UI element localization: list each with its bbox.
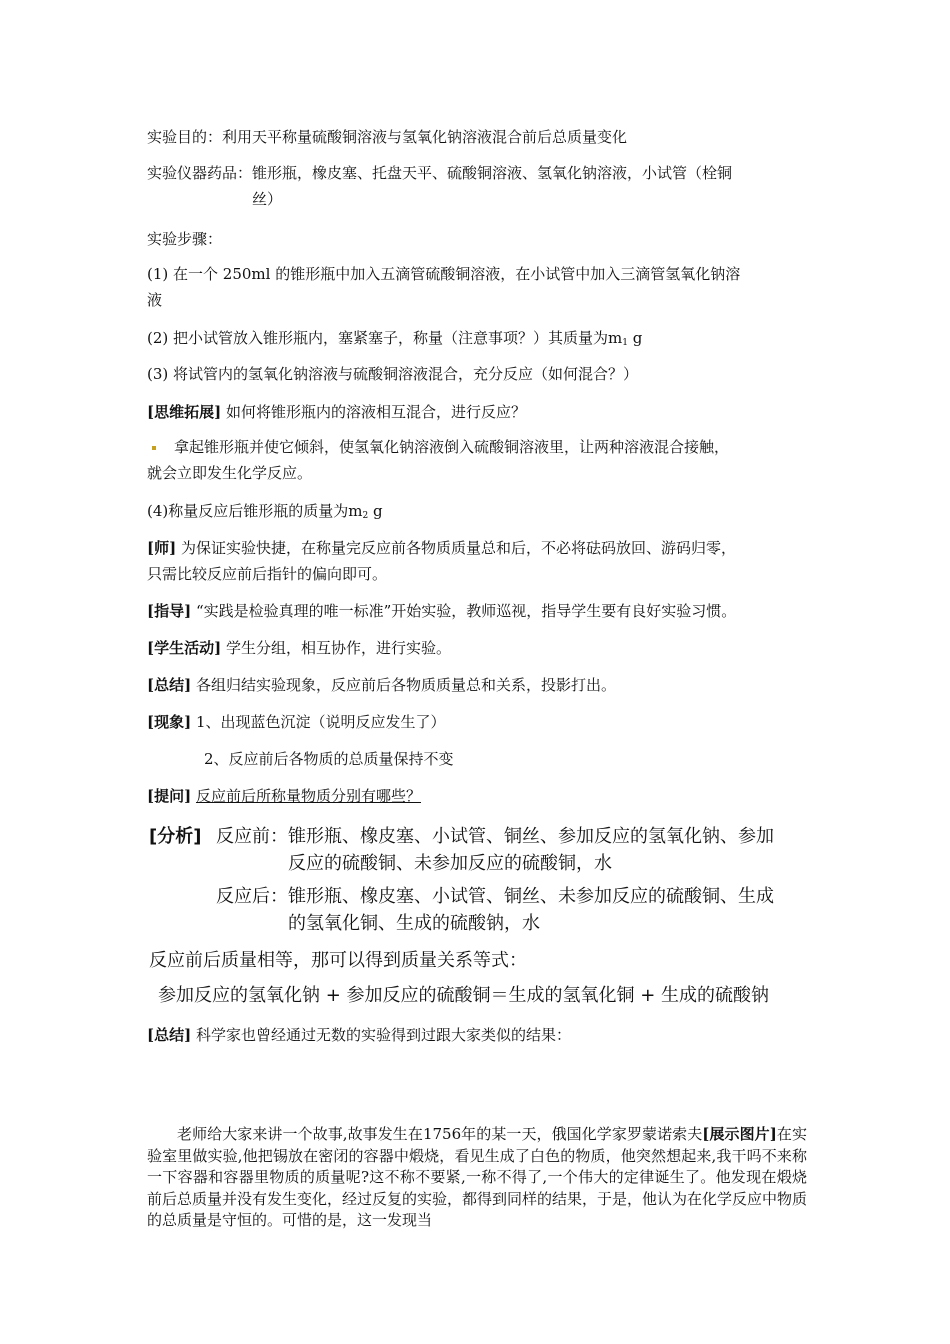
phenomenon-line-2: 2、反应前后各物质的总质量保持不变 bbox=[204, 750, 454, 768]
story-part-2: 在实验室里做实验,他把锡放在密闭的容器中煅烧，看见生成了白色的物质，他突然想起来,我干吗不来称一下容器和容器里物质的质量呢?这不称不要紧,一称不得了,一个伟大的定律诞生了。他发现在煅烧前后总质量并没有发生变化，经过反复的实验，都得到同样的结果，于是，他认为在化学反应中物质的总质量是守恒的。可惜的是，这一发现当 bbox=[147, 1125, 808, 1229]
equipment-line-2: 丝） bbox=[252, 190, 283, 208]
analysis-before-line-2: 反应的硫酸铜、未参加反应的硫酸铜，水 bbox=[288, 853, 612, 874]
steps-title: 实验步骤： bbox=[147, 230, 223, 248]
step-1-line-2: 液 bbox=[147, 291, 163, 309]
analysis-after-label: 反应后： bbox=[216, 886, 288, 907]
phenomenon-tag: [现象] bbox=[147, 713, 192, 731]
conclusion-text: 科学家也曾经通过无数的实验得到过跟大家类似的结果： bbox=[191, 1026, 571, 1044]
story-paragraph bbox=[147, 1124, 807, 1232]
teacher-line-2: 只需比较反应前后指针的偏向即可。 bbox=[147, 565, 388, 583]
activity-line bbox=[147, 638, 451, 658]
analysis-before-label: 反应前： bbox=[216, 826, 288, 847]
question-tag: [提问] bbox=[147, 787, 192, 805]
mass-equal-statement: 反应前后质量相等，那可以得到质量关系等式： bbox=[149, 950, 527, 971]
analysis-tag: [分析] bbox=[149, 826, 202, 847]
teacher-line-1 bbox=[147, 538, 736, 558]
summary-text: 各组归结实验现象，反应前后各物质质量总和关系，投影打出。 bbox=[191, 676, 616, 694]
summary-tag: [总结] bbox=[147, 676, 192, 694]
conclusion-tag: [总结] bbox=[147, 1026, 192, 1044]
activity-tag: [学生活动] bbox=[147, 639, 222, 657]
think-line bbox=[147, 402, 526, 422]
equipment-label: 实验仪器药品： bbox=[147, 164, 253, 182]
conclusion-line bbox=[147, 1025, 571, 1045]
step-4-text: (4)称量反应后锥形瓶的质量为m bbox=[147, 502, 363, 520]
activity-text: 学生分组，相互协作，进行实验。 bbox=[221, 639, 451, 657]
guide-text: “实践是检验真理的唯一标准”开始实验，教师巡视，指导学生要有良好实验习惯。 bbox=[191, 602, 737, 620]
analysis-after-line-1: 锥形瓶、橡皮塞、小试管、铜丝、未参加反应的硫酸铜、生成 bbox=[288, 886, 774, 907]
step-2 bbox=[147, 328, 642, 353]
summary-line bbox=[147, 675, 616, 695]
story-part-1: 老师给大家来讲一个故事,故事发生在1756年的某一天，俄国化学家罗蒙诺索夫 bbox=[177, 1125, 703, 1143]
analysis-after-line-2: 的氢氧化铜、生成的硫酸钠，水 bbox=[288, 913, 540, 934]
question-line bbox=[147, 786, 421, 806]
step-4-subscript: 2 bbox=[362, 511, 369, 521]
step-3: (3) 将试管内的氢氧化钠溶液与硫酸铜溶液混合，充分反应（如何混合？） bbox=[147, 365, 639, 383]
step-1-line-1: (1) 在一个 250ml 的锥形瓶中加入五滴管硫酸铜溶液，在小试管中加入三滴管氢氧化钠溶 bbox=[147, 265, 741, 283]
answer-line-1: 拿起锥形瓶并使它倾斜，使氢氧化钠溶液倒入硫酸铜溶液里，让两种溶液混合接触， bbox=[174, 438, 730, 456]
equipment-text-1: 锥形瓶，橡皮塞、托盘天平、硫酸铜溶液、氢氧化钠溶液，小试管（栓铜 bbox=[252, 164, 733, 182]
step-2-text: (2) 把小试管放入锥形瓶内，塞紧塞子，称量（注意事项？）其质量为m bbox=[147, 329, 623, 347]
step-4 bbox=[147, 501, 383, 526]
purpose-line: 实验目的：利用天平称量硫酸铜溶液与氢氧化钠溶液混合前后总质量变化 bbox=[147, 128, 628, 146]
analysis-before-line-1: 锥形瓶、橡皮塞、小试管、铜丝、参加反应的氢氧化钠、参加 bbox=[288, 826, 774, 847]
question-text: 反应前后所称量物质分别有哪些？ bbox=[195, 787, 421, 805]
story-show-picture-tag: [展示图片] bbox=[702, 1125, 777, 1143]
think-text: 如何将锥形瓶内的溶液相互混合，进行反应？ bbox=[221, 403, 526, 421]
equipment-line bbox=[147, 163, 732, 183]
teacher-tag: [师] bbox=[147, 539, 177, 557]
answer-line-2: 就会立即发生化学反应。 bbox=[147, 464, 313, 482]
guide-line bbox=[147, 601, 736, 621]
step-4-unit: g bbox=[368, 502, 383, 520]
phenomenon-line-1 bbox=[147, 712, 446, 732]
think-tag: [思维拓展] bbox=[147, 403, 222, 421]
teacher-text: 为保证实验快捷，在称量完反应前各物质质量总和后，不必将砝码放回、游码归零， bbox=[176, 539, 736, 557]
step-2-unit: g bbox=[627, 329, 643, 347]
mass-equation: 参加反应的氢氧化钠 + 参加反应的硫酸铜＝生成的氢氧化铜 + 生成的硫酸钠 bbox=[158, 985, 770, 1006]
step-2-subscript: 1 bbox=[622, 338, 628, 348]
phenomenon-text-1: 1、出现蓝色沉淀（说明反应发生了） bbox=[191, 713, 446, 731]
bullet-mark bbox=[152, 446, 156, 450]
guide-tag: [指导] bbox=[147, 602, 192, 620]
